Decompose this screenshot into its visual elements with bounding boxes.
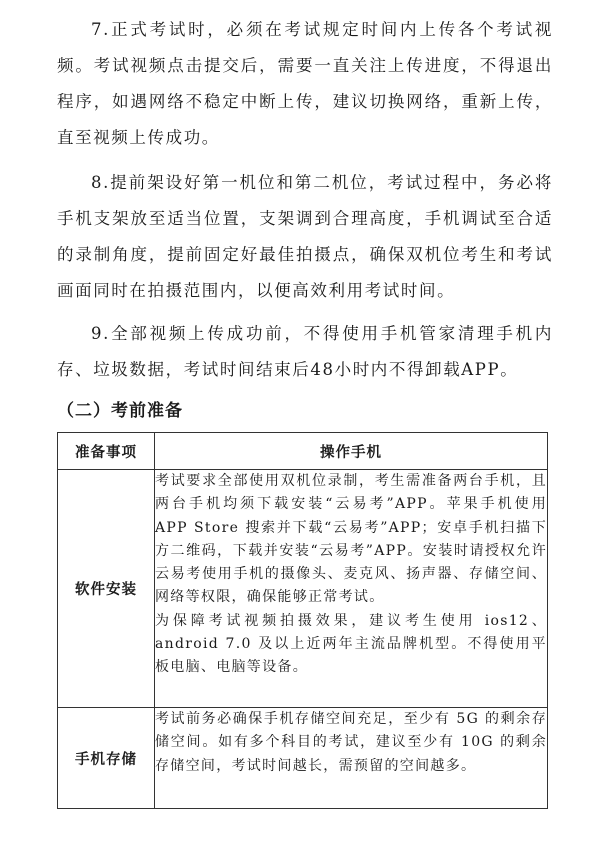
section-heading: （二）考前准备 xyxy=(57,401,183,421)
storage-desc-line-1: 考试前务必确保手机存储空间充足，至少有 5G 的剩余存储空间。如有多个科目的考试，建议至少有 10G 的剩余存储空间，考试时间越长，需预留的空间越多。 xyxy=(155,711,547,774)
table-header-row xyxy=(58,433,548,470)
software-desc-line-2: 为保障考试视频拍摄效果，建议考生使用 ios12、android 7.0 及以上近两年主流品牌机型。不得使用平板电脑、电脑等设备。 xyxy=(155,612,547,676)
row-desc-storage xyxy=(155,708,548,809)
row-item-storage: 手机存储 xyxy=(58,708,155,809)
paragraph-item-9: 9.全部视频上传成功前，不得使用手机管家清理手机内存、垃圾数据，考试时间结束后48小时内不得卸载APP。 xyxy=(57,324,553,379)
header-operation: 操作手机 xyxy=(155,433,548,470)
paragraph-item-7: 7.正式考试时，必须在考试规定时间内上传各个考试视频。考试视频点击提交后，需要一直关注上传进度，不得退出程序，如遇网络不稳定中断上传，建议切换网络，重新上传，直至视频上传成功。 xyxy=(57,20,553,147)
preparation-table xyxy=(57,432,548,809)
row-desc-software xyxy=(155,470,548,708)
software-desc-line-1: 考试要求全部使用双机位录制，考生需准备两台手机，且两台手机均须下载安装“云易考”APP。苹果手机使用 APP Store 搜索并下载“云易考”APP；安卓手机扫描下方二维码，下载并安装“云易考”APP。安装时请授权允许云易考使用手机的摄像头、麦克风、扬声器、存储空间、网络等权限，确保能够正常考试。 xyxy=(155,473,547,606)
paragraph-item-8: 8.提前架设好第一机位和第二机位，考试过程中，务必将手机支架放至适当位置，支架调到合理高度，手机调试至合适的录制角度，提前固定好最佳拍摄点，确保双机位考生和考试画面同时在拍摄范围内，以便高效利用考试时间。 xyxy=(57,173,553,300)
table-row-storage xyxy=(58,708,548,809)
header-item: 准备事项 xyxy=(58,433,155,470)
row-item-software: 软件安装 xyxy=(58,470,155,708)
table-row-software xyxy=(58,470,548,708)
